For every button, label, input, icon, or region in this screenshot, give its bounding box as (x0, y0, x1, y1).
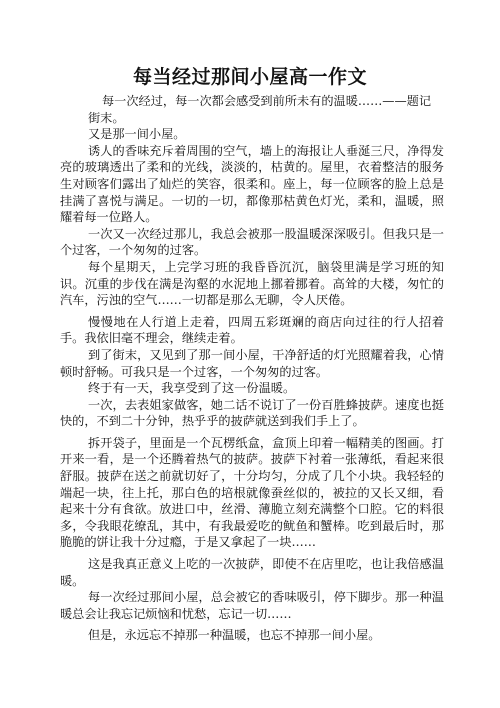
body-paragraph: 这是我真正意义上吃的一次披萨，即使不在店里吃，也让我倍感温暖。 (60, 557, 444, 588)
body-paragraph: 慢慢地在人行道上走着，四周五彩斑斓的商店向过往的行人招着手。我依旧毫不理会，继续走着。 (60, 314, 444, 346)
document-title: 每当经过那间小屋高一作文 (132, 66, 367, 88)
body-paragraph: 一次，去表姐家做客，她二话不说订了一份百胜蜂披萨。速度也挺快的，不到二十分钟，热乎乎的披萨就送到我们手上了。 (60, 397, 444, 429)
body-paragraph: 又是那一间小屋。 (88, 127, 186, 142)
epigraph-paragraph: 每一次经过，每一次都会感受到前所未有的温暖……——题记 (102, 94, 432, 108)
body-paragraph: 诱人的香味充斥着周围的空气，墙上的海报让人垂涎三尺，净得发亮的玻璃透出了柔和的光线，淡淡的，枯黄的。屋里，衣着整洁的服务生对顾客们露出了灿烂的笑容，很柔和。座上，每一位顾客的脸上总是挂满了喜悦与满足。一切的一切，都像那枯黄色灯光，柔和，温暖，照耀着每一位路人。 (60, 143, 444, 225)
body-paragraph: 但是，永远忘不掉那一种温暖，也忘不掉那一间小屋。 (88, 628, 381, 643)
body-paragraph: 到了街末，又见到了那一间小屋，干净舒适的灯光照耀着我，心情顿时舒畅。可我只是一个过客，一个匆匆的过客。 (60, 347, 444, 379)
body-paragraph: 每一次经过那间小屋，总会被它的香味吸引，停下脚步。那一种温暖总会让我忘记烦恼和忧愁，忘记一切…… (60, 590, 444, 621)
body-paragraph: 拆开袋子，里面是一个瓦楞纸盒，盒顶上印着一幅精美的图画。打开来一看，是一个还腾着热气的披萨。披萨下衬着一张薄纸，看起来很舒服。披萨在送之前就切好了，十分均匀，分成了几个小块。我轻轻的端起一块，往上托，那白色的培根就像蚕丝似的，被拉的又长又细，看起来十分有食欲。放进口中，丝滑、薄脆立刻充满整个口腔。它的料很多，令我眼花缭乱，其中，有我最爱吃的鱿鱼和蟹棒。吃到最后时，那脆脆的饼让我十分过瘾，于是又拿起了一块…… (60, 435, 444, 550)
body-paragraph: 街末。 (88, 110, 125, 125)
body-paragraph: 终于有一天，我享受到了这一份温暖。 (88, 381, 296, 396)
body-paragraph: 一次又一次经过那儿，我总会被那一股温暖深深吸引。但我只是一个过客，一个匆匆的过客。 (60, 226, 444, 258)
body-paragraph: 每个星期天，上完学习班的我昏昏沉沉，脑袋里满是学习班的知识。沉重的步伐在满是沟壑的水泥地上挪着挪着。高耸的大楼，匆忙的汽车，污浊的空气……一切都是那么无聊，令人厌倦。 (60, 259, 444, 308)
document-body (60, 93, 444, 644)
